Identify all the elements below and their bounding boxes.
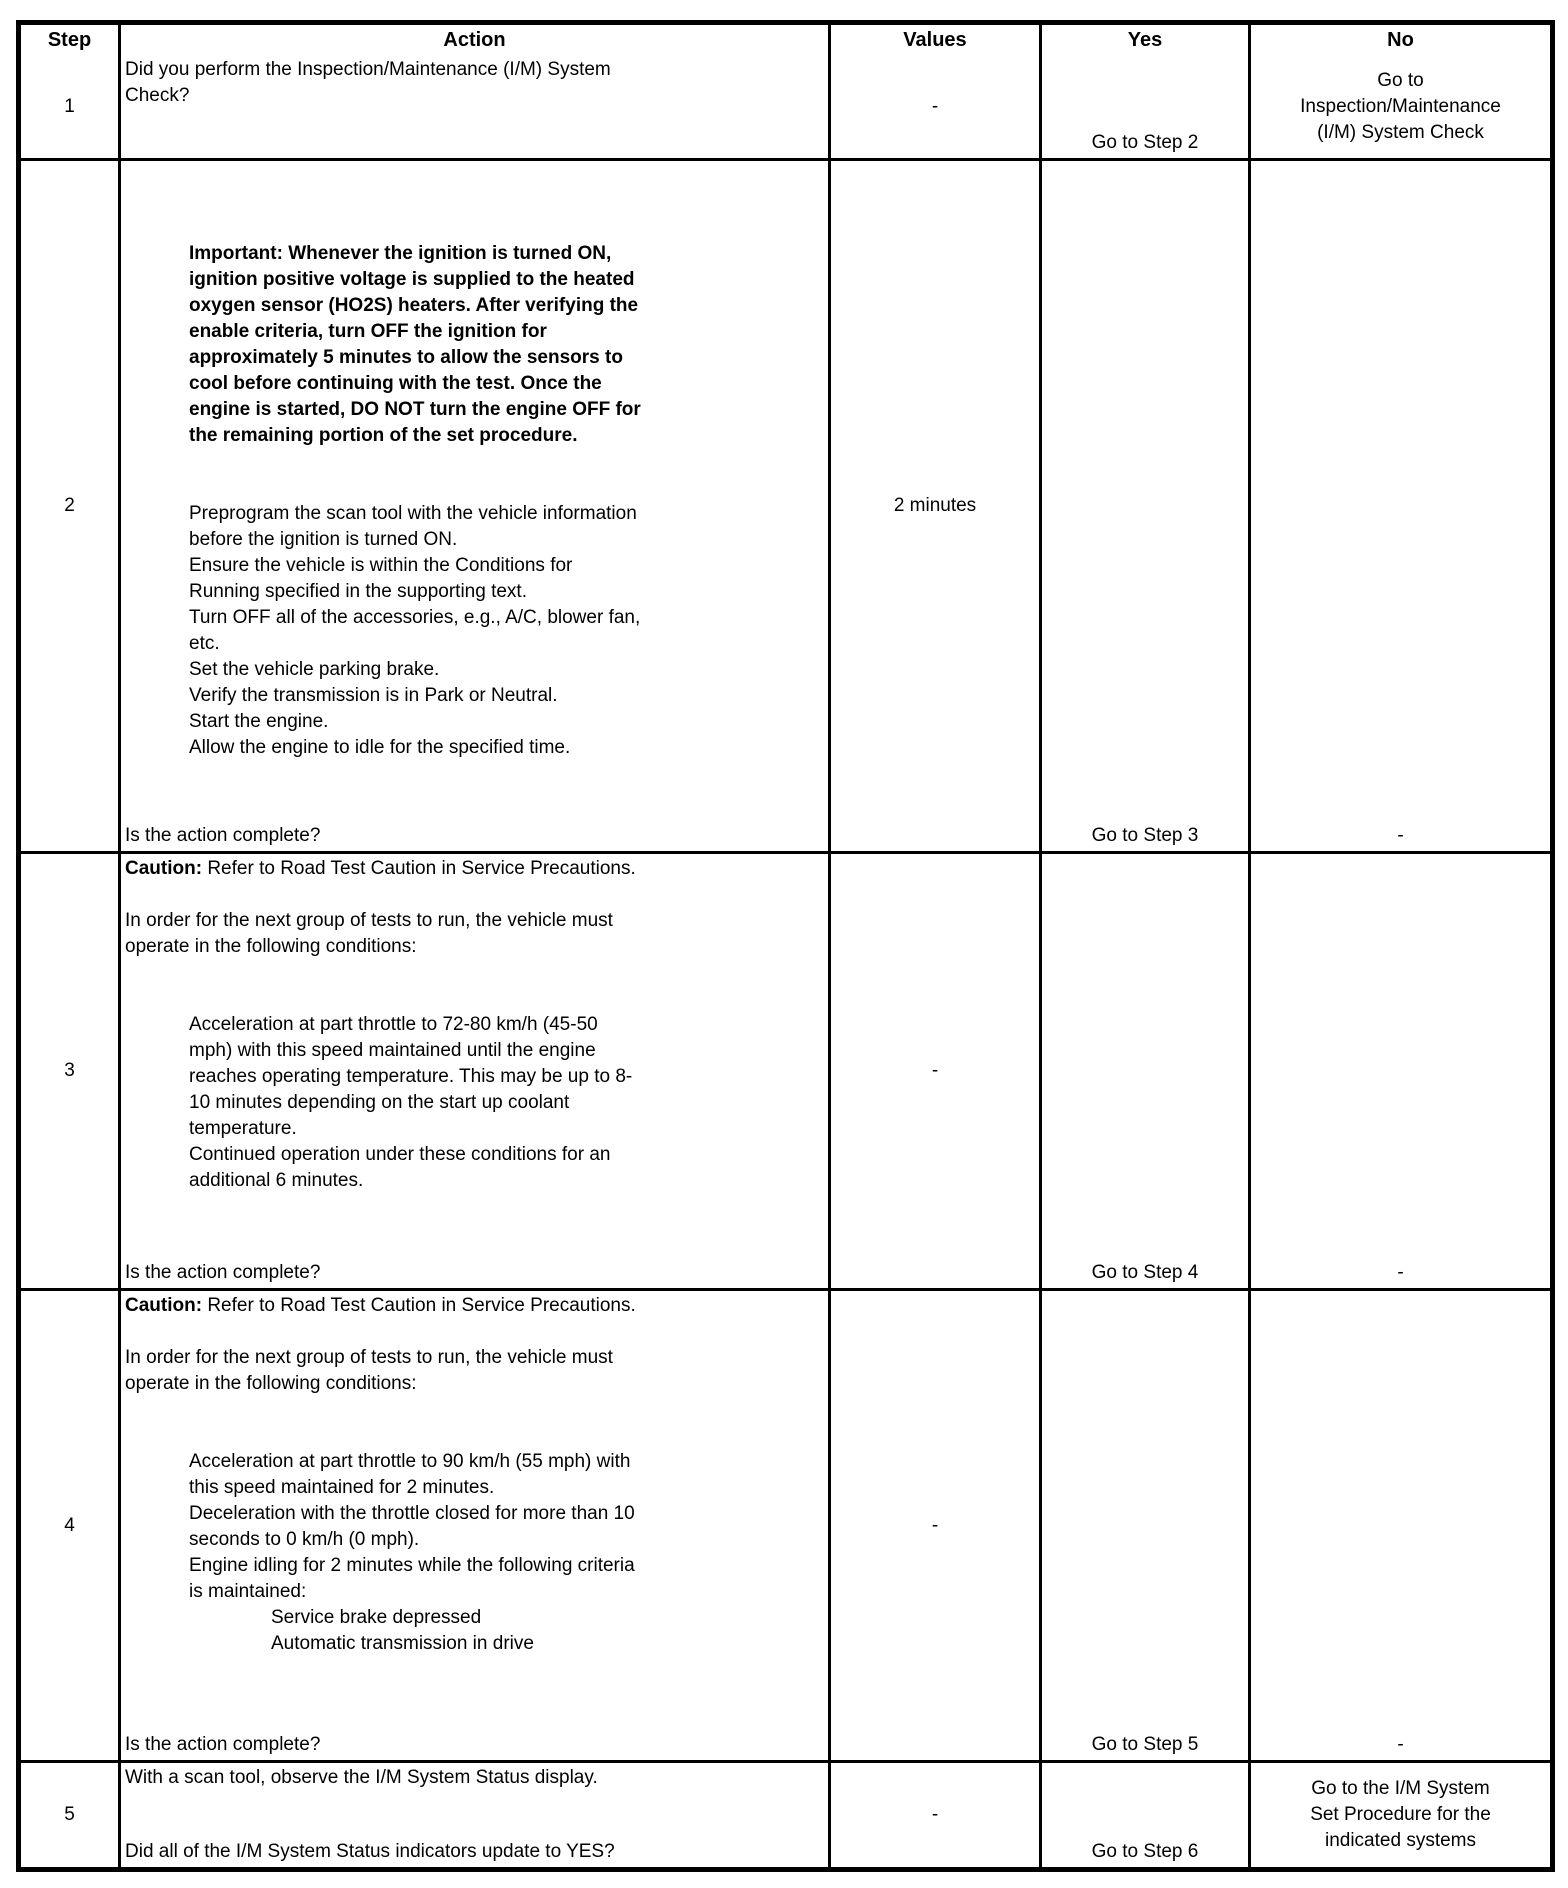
text-line: Engine idling for 2 minutes while the following criteria (189, 1555, 635, 1576)
text-line: Automatic transmission in drive (271, 1633, 534, 1654)
values-cell (828, 55, 1039, 158)
yes-cell (1039, 1763, 1248, 1867)
action-cell (118, 1763, 828, 1867)
text-line: Is the action complete? (125, 825, 321, 846)
action-cell (118, 854, 828, 1288)
text-line: temperature. (189, 1118, 297, 1139)
table-body (21, 55, 1550, 1867)
text-line: With a scan tool, observe the I/M System Status display. (125, 1767, 598, 1788)
text-line: Acceleration at part throttle to 72-80 km/h (45-50 (189, 1014, 598, 1035)
values-cell (828, 161, 1039, 851)
no-text: indicated systems (1324, 1830, 1476, 1851)
action-paragraph (125, 1449, 828, 1605)
text-line: Did you perform the Inspection/Maintenance (I/M) System (125, 59, 611, 80)
text-line: seconds to 0 km/h (0 mph). (189, 1529, 420, 1550)
table-row (21, 851, 1550, 1288)
text-line: Ensure the vehicle is within the Conditions for (189, 555, 573, 576)
action-paragraph (125, 57, 824, 109)
yes-text: Go to Step 2 (1091, 132, 1199, 153)
procedure-table (16, 20, 1555, 1872)
action-paragraph (125, 1765, 824, 1791)
text-line: operate in the following conditions: (125, 936, 417, 957)
yes-cell (1039, 854, 1248, 1288)
text-line: Continued operation under these conditions for an (189, 1144, 611, 1165)
text-line: operate in the following conditions: (125, 1373, 417, 1394)
text-line: ignition positive voltage is supplied to the heated (189, 269, 635, 290)
text-line: cool before continuing with the test. Once the (189, 373, 602, 394)
no-text: - (1397, 1262, 1404, 1283)
action-paragraph (125, 1260, 824, 1286)
action-paragraph (125, 1293, 824, 1319)
text-line: In order for the next group of tests to run, the vehicle must (125, 910, 613, 931)
yes-text: Go to Step 4 (1091, 1262, 1199, 1283)
no-cell (1248, 55, 1550, 158)
no-text: (I/M) System Check (1317, 121, 1484, 143)
bold-prefix: Caution: (125, 858, 203, 879)
text-line: Did all of the I/M System Status indicators update to YES? (125, 1841, 615, 1862)
text-line: Set the vehicle parking brake. (189, 659, 440, 680)
action-paragraph (125, 908, 824, 960)
text-line: before the ignition is turned ON. (189, 529, 458, 550)
header-no: No (1248, 25, 1550, 55)
header-step: Step (47, 28, 92, 51)
action-paragraph (125, 1345, 824, 1397)
action-paragraph (125, 823, 824, 849)
no-cell (1248, 1763, 1550, 1867)
yes-text: Go to Step 3 (1091, 825, 1199, 846)
text-line: Turn OFF all of the accessories, e.g., A/C, blower fan, (189, 607, 641, 628)
yes-cell (1039, 161, 1248, 851)
header-yes: Yes (1039, 25, 1248, 55)
header-values: Values (828, 25, 1039, 55)
values-text: - (931, 1804, 939, 1825)
table-row (21, 55, 1550, 158)
no-text: - (1397, 1734, 1404, 1755)
text-line: Caution: Refer to Road Test Caution in Service Precautions. (125, 858, 636, 879)
text-line: approximately 5 minutes to allow the sensors to (189, 347, 623, 368)
bold-prefix: Caution: (125, 1295, 203, 1316)
values-text: 2 minutes (893, 495, 977, 516)
text-line: oxygen sensor (HO2S) heaters. After verifying the (189, 295, 639, 316)
text-line: etc. (189, 633, 220, 654)
values-text: - (931, 1060, 939, 1081)
text-line: reaches operating temperature. This may be up to 8- (189, 1066, 633, 1087)
action-cell (118, 55, 828, 158)
table-row (21, 1288, 1550, 1760)
text-line: is maintained: (189, 1581, 307, 1602)
text-line: Important: Whenever the ignition is turned ON, (189, 243, 612, 264)
values-cell (828, 854, 1039, 1288)
no-text: Go to the I/M System (1311, 1778, 1490, 1799)
text-line: Allow the engine to idle for the specified time. (189, 737, 571, 758)
yes-text: Go to Step 5 (1091, 1734, 1199, 1755)
no-cell (1248, 1291, 1550, 1760)
text-line: enable criteria, turn OFF the ignition for (189, 321, 547, 342)
action-cell (118, 1291, 828, 1760)
text-line: In order for the next group of tests to run, the vehicle must (125, 1347, 613, 1368)
action-paragraph (125, 1839, 824, 1865)
yes-cell (1039, 1291, 1248, 1760)
no-text: - (1397, 825, 1404, 846)
text-line: Acceleration at part throttle to 90 km/h (55 mph) with (189, 1451, 631, 1472)
values-cell (828, 1763, 1039, 1867)
text-line: Preprogram the scan tool with the vehicle information (189, 503, 637, 524)
yes-cell (1039, 55, 1248, 158)
step-cell: 4 (64, 1514, 75, 1536)
text-line: Is the action complete? (125, 1262, 321, 1283)
action-paragraph (125, 241, 828, 449)
text-line: Start the engine. (189, 711, 329, 732)
no-cell (1248, 854, 1550, 1288)
text-line: this speed maintained for 2 minutes. (189, 1477, 495, 1498)
text-line: additional 6 minutes. (189, 1170, 364, 1191)
values-text: - (931, 95, 939, 117)
text-line: the remaining portion of the set procedure. (189, 425, 578, 446)
step-cell: 1 (64, 95, 75, 117)
no-text: Inspection/Maintenance (1300, 95, 1501, 117)
table-row (21, 158, 1550, 851)
text-line: Running specified in the supporting text. (189, 581, 527, 602)
no-text: Set Procedure for the (1310, 1804, 1491, 1825)
text-line: Deceleration with the throttle closed for more than 10 (189, 1503, 635, 1524)
action-paragraph (125, 1732, 824, 1758)
text-line: Is the action complete? (125, 1734, 321, 1755)
action-paragraph (125, 501, 828, 761)
action-paragraph (125, 1605, 828, 1657)
header-row (21, 25, 1550, 55)
yes-text: Go to Step 6 (1091, 1841, 1199, 1862)
text-line: engine is started, DO NOT turn the engine OFF for (189, 399, 641, 420)
action-paragraph (125, 856, 824, 882)
text-line: Check? (125, 85, 190, 106)
header-action: Action (118, 25, 828, 55)
text-line: mph) with this speed maintained until the engine (189, 1040, 596, 1061)
text-line: Verify the transmission is in Park or Neutral. (189, 685, 558, 706)
no-text: Go to (1377, 69, 1424, 91)
step-cell: 2 (64, 495, 75, 516)
no-cell (1248, 161, 1550, 851)
values-text: - (931, 1514, 939, 1536)
step-cell: 5 (64, 1804, 75, 1825)
values-cell (828, 1291, 1039, 1760)
text-line: 10 minutes depending on the start up coolant (189, 1092, 570, 1113)
text-line: Service brake depressed (271, 1607, 482, 1628)
action-cell (118, 161, 828, 851)
table-row (21, 1760, 1550, 1867)
action-paragraph (125, 1012, 828, 1194)
step-cell: 3 (64, 1060, 75, 1081)
text-line: Caution: Refer to Road Test Caution in Service Precautions. (125, 1295, 636, 1316)
